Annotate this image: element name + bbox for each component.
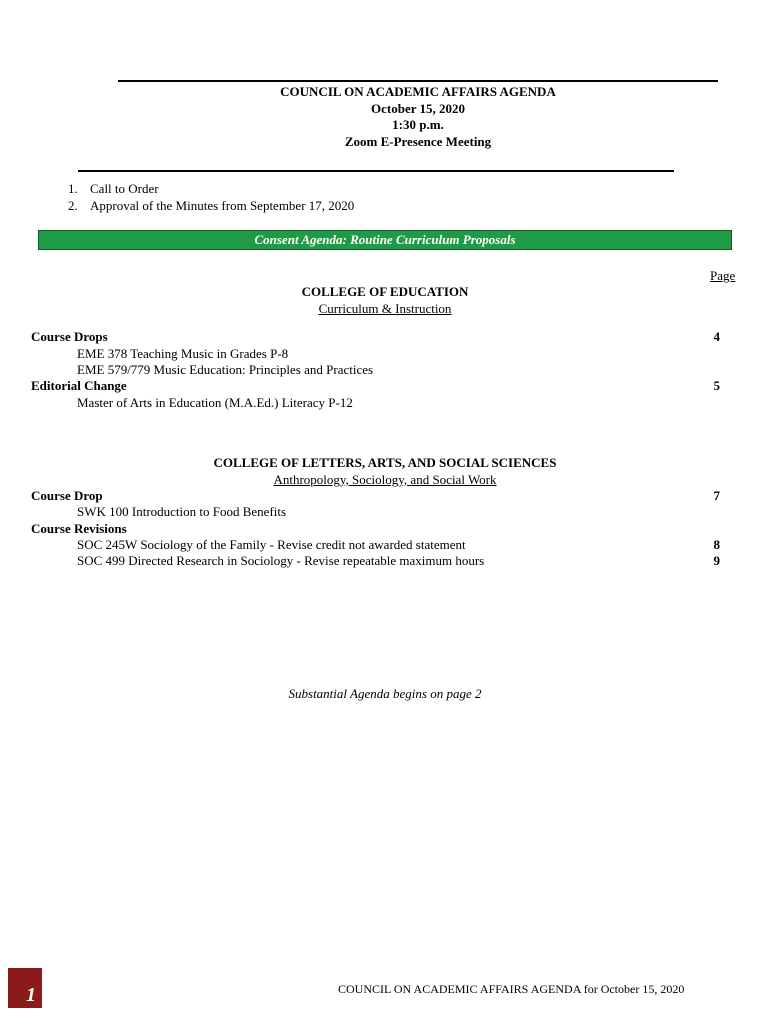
college-heading: COLLEGE OF LETTERS, ARTS, AND SOCIAL SCIENCES bbox=[213, 455, 557, 470]
course-item: SOC 499 Directed Research in Sociology - Revise repeatable maximum hours bbox=[77, 553, 485, 568]
footer-underline bbox=[8, 1006, 42, 1008]
college-heading: COLLEGE OF EDUCATION bbox=[301, 284, 469, 299]
footer-text: COUNCIL ON ACADEMIC AFFAIRS AGENDA for October 15, 2020 bbox=[338, 982, 685, 996]
course-item: SWK 100 Introduction to Food Benefits bbox=[77, 504, 287, 519]
agenda-title: COUNCIL ON ACADEMIC AFFAIRS AGENDA bbox=[280, 84, 556, 99]
substantial-agenda-note: Substantial Agenda begins on page 2 bbox=[288, 686, 482, 701]
agenda-header bbox=[118, 84, 718, 150]
department-heading: Curriculum & Instruction bbox=[318, 301, 452, 316]
course-item: Master of Arts in Education (M.A.Ed.) Literacy P-12 bbox=[77, 395, 353, 410]
header-bottom-rule bbox=[78, 170, 674, 172]
section-heading: Course Drop bbox=[31, 488, 103, 503]
department-heading: Anthropology, Sociology, and Social Work bbox=[273, 472, 497, 487]
agenda-item bbox=[68, 181, 354, 198]
section-page-number: 5 bbox=[713, 378, 720, 393]
course-page-number: 9 bbox=[713, 553, 720, 568]
section-heading: Editorial Change bbox=[31, 378, 127, 393]
meeting-date: October 15, 2020 bbox=[371, 100, 465, 116]
agenda-item-number: 2. bbox=[68, 197, 78, 213]
agenda-item-number: 1. bbox=[68, 181, 78, 196]
footer-page-number: 1 bbox=[26, 984, 36, 1006]
section-page-number: 4 bbox=[713, 329, 720, 344]
section-heading: Course Revisions bbox=[31, 521, 127, 536]
agenda-item-text: Approval of the Minutes from September 17, 2020 bbox=[90, 197, 355, 213]
footer-page-badge bbox=[8, 968, 42, 1008]
page-column-label: Page bbox=[710, 268, 736, 283]
meeting-location: Zoom E-Presence Meeting bbox=[344, 133, 492, 149]
agenda-list bbox=[68, 181, 354, 214]
section-page-number: 7 bbox=[713, 488, 720, 503]
meeting-time: 1:30 p.m. bbox=[392, 117, 444, 132]
course-item: EME 579/779 Music Education: Principles and Practices bbox=[77, 362, 374, 377]
agenda-item bbox=[68, 198, 354, 215]
course-item: EME 378 Teaching Music in Grades P-8 bbox=[77, 346, 289, 361]
top-rule bbox=[118, 80, 718, 82]
course-item: SOC 245W Sociology of the Family - Revise credit not awarded statement bbox=[77, 537, 466, 552]
agenda-item-text: Call to Order bbox=[90, 181, 159, 196]
section-heading: Course Drops bbox=[31, 329, 108, 344]
course-page-number: 8 bbox=[713, 537, 720, 552]
consent-agenda-banner: Consent Agenda: Routine Curriculum Proposals bbox=[38, 230, 732, 250]
